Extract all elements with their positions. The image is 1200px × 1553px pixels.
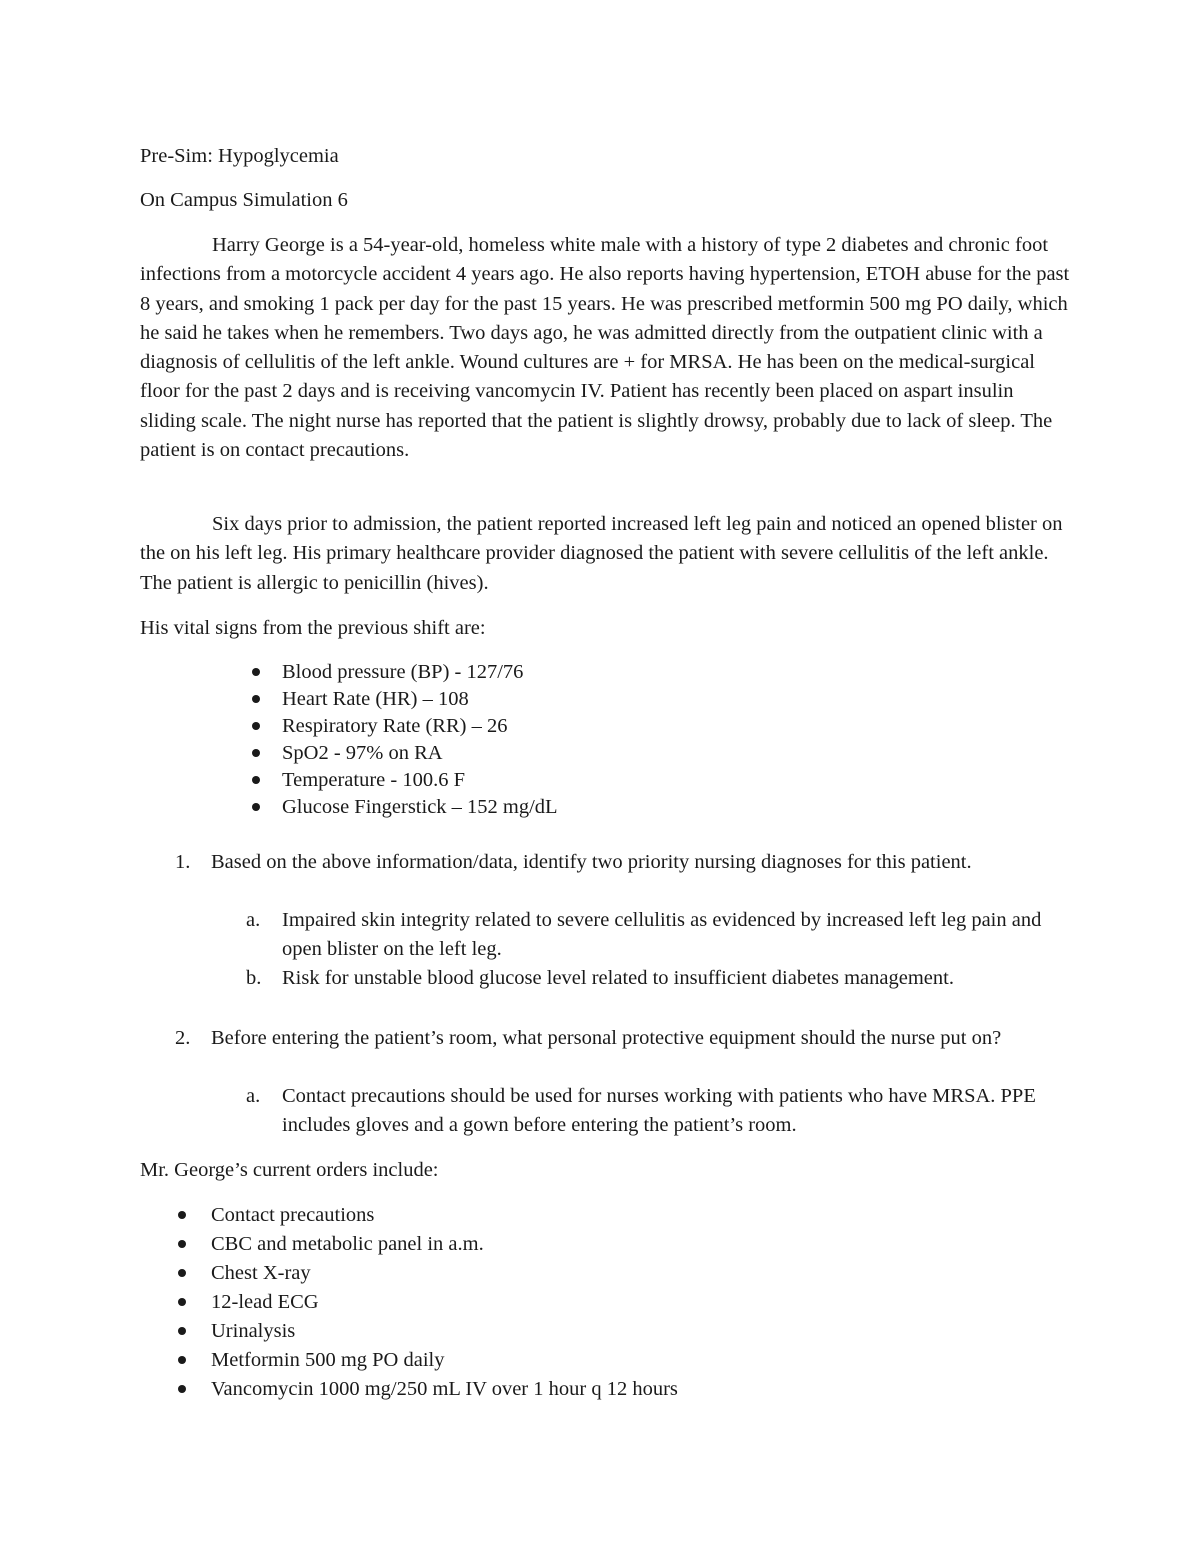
order-text: Metformin 500 mg PO daily <box>211 1349 445 1371</box>
bullet-icon <box>252 776 260 784</box>
bullet-icon <box>252 722 260 730</box>
answer-text: Risk for unstable blood glucose level related to insufficient diabetes management. <box>282 967 954 989</box>
vital-text: SpO2 - 97% on RA <box>282 742 443 764</box>
order-text: Chest X-ray <box>211 1262 311 1284</box>
bullet-icon <box>252 695 260 703</box>
case-paragraph-2: Six days prior to admission, the patient reported increased left leg pain and noticed an opened blister on the on his left leg. His primary healthcare provider diagnosed the patient with severe cellulitis of the left ankle. The patient is allergic to penicillin (hives). <box>140 513 1063 594</box>
vital-text: Glucose Fingerstick – 152 mg/dL <box>282 796 558 818</box>
vitals-intro: His vital signs from the previous shift are: <box>140 617 486 639</box>
order-text: Vancomycin 1000 mg/250 mL IV over 1 hour q 12 hours <box>211 1378 678 1400</box>
bullet-icon <box>252 803 260 811</box>
document-subtitle: On Campus Simulation 6 <box>140 189 348 211</box>
bullet-icon <box>178 1327 186 1335</box>
answer-text: Contact precautions should be used for nurses working with patients who have MRSA. PPE includes gloves and a gown before entering the patient’s room. <box>282 1085 1036 1136</box>
bullet-icon <box>252 749 260 757</box>
question-text: Before entering the patient’s room, what personal protective equipment should the nurse put on? <box>211 1027 1002 1049</box>
order-text: Urinalysis <box>211 1320 296 1342</box>
document-title: Pre-Sim: Hypoglycemia <box>140 145 339 167</box>
case-paragraph-1: Harry George is a 54-year-old, homeless white male with a history of type 2 diabetes and chronic foot infections from a motorcycle accident 4 years ago. He also reports having hypertension, ETOH abuse for the past 8 years, and smoking 1 pack per day for the past 15 years. He was prescribed metformin 500 mg PO daily, which he said he takes when he remembers. Two days ago, he was admitted directly from the outpatient clinic with a diagnosis of cellulitis of the left ankle. Wound cultures are + for MRSA. He has been on the medical-surgical floor for the past 2 days and is receiving vancomycin IV. Patient has recently been placed on aspart insulin sliding scale. The night nurse has reported that the patient is slightly drowsy, probably due to lack of sleep. The patient is on contact precautions. <box>140 234 1070 462</box>
bullet-icon <box>178 1269 186 1277</box>
bullet-icon <box>178 1385 186 1393</box>
order-text: 12-lead ECG <box>211 1291 319 1313</box>
question-number: 1. <box>175 851 191 873</box>
answer-letter: a. <box>246 1085 261 1107</box>
vital-text: Heart Rate (HR) – 108 <box>282 688 469 710</box>
bullet-icon <box>178 1298 186 1306</box>
bullet-icon <box>178 1211 186 1219</box>
question-text: Based on the above information/data, identify two priority nursing diagnoses for this patient. <box>211 851 972 873</box>
bullet-icon <box>178 1356 186 1364</box>
vital-text: Respiratory Rate (RR) – 26 <box>282 715 508 737</box>
bullet-icon <box>252 668 260 676</box>
orders-intro: Mr. George’s current orders include: <box>140 1159 439 1181</box>
answer-letter: a. <box>246 909 261 931</box>
answer-letter: b. <box>246 967 262 989</box>
vital-text: Blood pressure (BP) - 127/76 <box>282 661 524 683</box>
order-text: CBC and metabolic panel in a.m. <box>211 1233 484 1255</box>
bullet-icon <box>178 1240 186 1248</box>
vital-text: Temperature - 100.6 F <box>282 769 466 791</box>
order-text: Contact precautions <box>211 1204 375 1226</box>
question-number: 2. <box>175 1027 191 1049</box>
answer-text: Impaired skin integrity related to severe cellulitis as evidenced by increased left leg pain and open blister on the left leg. <box>282 909 1042 960</box>
